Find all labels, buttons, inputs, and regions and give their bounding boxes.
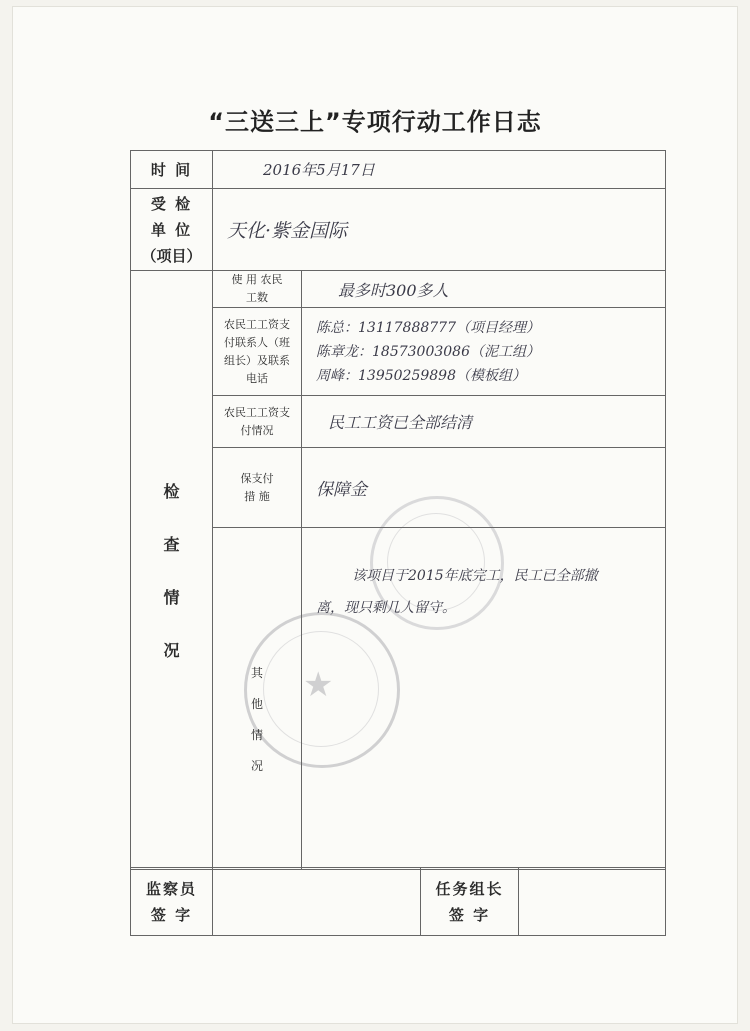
other-value-cell: [302, 528, 666, 870]
inspection-char-3: 情: [163, 588, 180, 607]
payment-label: 农民工工资支付情况: [213, 396, 302, 448]
leader-signature-field[interactable]: [519, 868, 666, 936]
time-value: [213, 151, 666, 189]
contacts-cell: [302, 308, 666, 396]
leader-label-line2: 签 字: [448, 905, 491, 924]
inspector-label-line1: 监察员: [145, 879, 197, 898]
inspector-signature-field[interactable]: [213, 868, 421, 936]
time-text: 2016年5月17日: [263, 161, 375, 179]
payment-value-cell: [302, 396, 666, 448]
other-label: [213, 528, 302, 870]
inspector-label: [131, 868, 213, 936]
guarantee-value-cell: [302, 448, 666, 528]
unit-label-line3: （项目）: [141, 246, 202, 265]
leader-label-line1: 任务组长: [435, 879, 504, 898]
other-char-4: 况: [250, 758, 263, 773]
other-value-line1: 该项目于2015年底完工，民工已全部撤: [352, 568, 598, 584]
unit-label: [131, 189, 213, 271]
contact-line-3: 周峰：13950259898（模板组）: [316, 367, 526, 384]
payment-value: 民工工资已全部结清: [328, 413, 473, 432]
signature-table: [130, 867, 666, 936]
other-char-2: 他: [250, 696, 263, 711]
contact-line-2: 陈章龙：18573003086（泥工组）: [316, 343, 540, 360]
workers-label: 使 用 农民工数: [213, 271, 302, 308]
page-title: “三送三上”专项行动工作日志: [208, 108, 542, 136]
guarantee-label-line1: 保支付: [240, 471, 274, 485]
document-page: [12, 6, 738, 1024]
inspection-char-4: 况: [163, 641, 180, 660]
unit-label-line1: 受 检: [150, 194, 193, 213]
inspection-char-2: 查: [163, 535, 180, 554]
leader-label: [421, 868, 519, 936]
unit-value: 天化·紫金国际: [227, 220, 348, 242]
inspection-char-1: 检: [163, 482, 180, 501]
unit-value-cell: [213, 189, 666, 271]
guarantee-label-line2: 措 施: [244, 489, 270, 503]
other-char-3: 情: [250, 727, 263, 742]
guarantee-label: [213, 448, 302, 528]
other-char-1: 其: [250, 665, 263, 680]
unit-label-line2: 单 位: [150, 220, 193, 239]
contact-line-1: 陈总：13117888777（项目经理）: [316, 319, 540, 336]
guarantee-value: 保障金: [316, 480, 367, 500]
log-table: [130, 150, 666, 870]
workers-value: 最多时300多人: [338, 280, 449, 300]
inspector-label-line2: 签 字: [150, 905, 193, 924]
inspection-label: [131, 271, 213, 870]
time-label: 时 间: [131, 151, 213, 189]
other-value-line2: 离，现只剩几人留守。: [316, 600, 456, 616]
stamp-faint-lower: ★: [244, 612, 400, 768]
workers-value-cell: [302, 271, 666, 308]
contact-label: 农民工工资支付联系人（班组长）及联系电话: [213, 308, 302, 396]
